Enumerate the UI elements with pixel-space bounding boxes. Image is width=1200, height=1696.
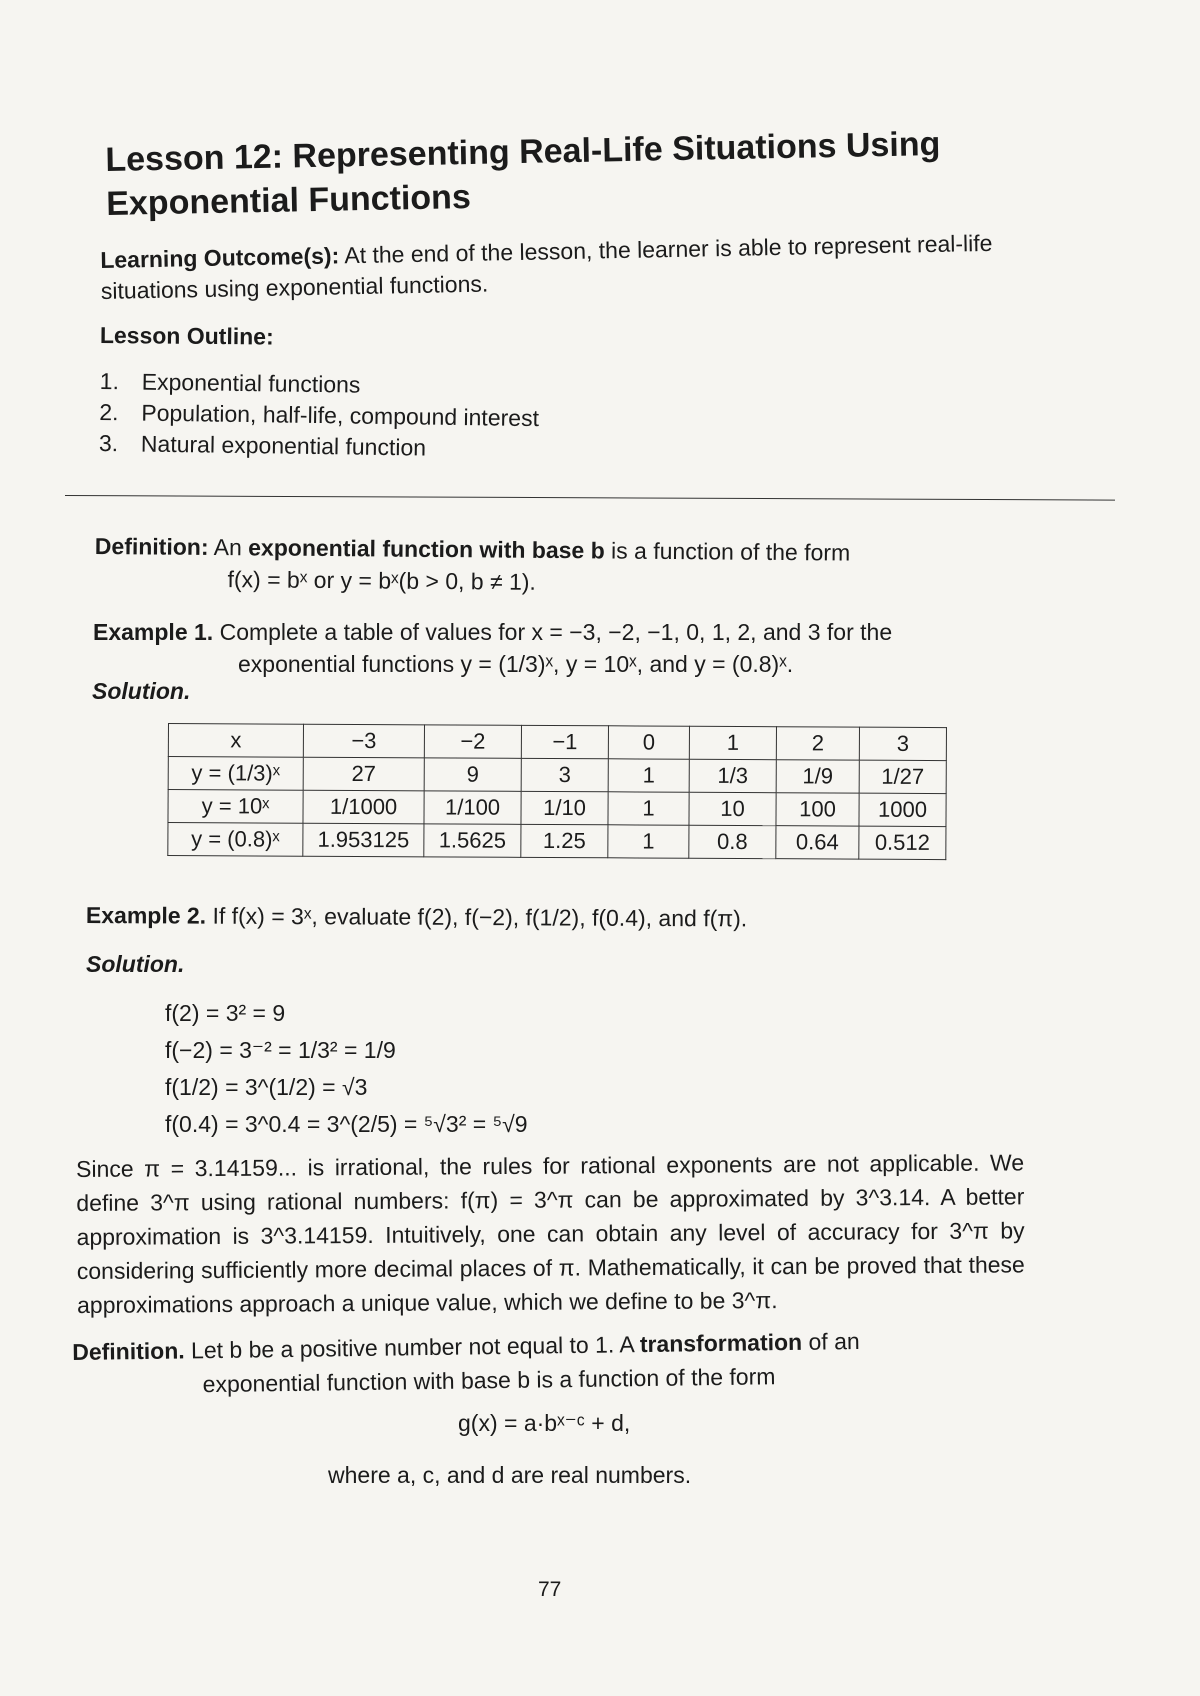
definition-transformation: Definition. Let b be a positive number not equal to 1. A transformation of an exponential function with base b is a function of the form — [72, 1328, 860, 1398]
solution-steps — [165, 995, 528, 1143]
learning-outcome-label: Learning Outcome(s): — [100, 242, 340, 273]
definition-term: transformation — [639, 1328, 803, 1358]
learning-outcome-text: At the end of the lesson, the learner is able to represent real-life situations using exponential functions. — [100, 229, 993, 304]
solution-step: f(−2) = 3⁻² = 1/3² = 1/9 — [165, 1037, 396, 1063]
table-row: y = (0.8)ˣ 1.953125 1.5625 1.25 1 0.8 0.64 0.512 — [168, 823, 946, 860]
page-number: 77 — [538, 1578, 562, 1601]
list-item: 3. Natural exponential function — [98, 429, 427, 461]
section-divider — [65, 495, 1115, 501]
example-1: Example 1. Complete a table of values for x = −3, −2, −1, 0, 1, 2, and 3 for the exponential functions y = (1/3)ˣ, y = 10ˣ, and y = (0.8)ˣ. — [93, 619, 893, 677]
lesson-outline-list — [99, 366, 540, 465]
explanation-paragraph: Since π = 3.14159... is irrational, the rules for rational exponents are not applicable. We define 3^π using rational numbers: f(π) = 3^π can be approximated by 3^3.14. A better approximation is 3^3.14159. Intuitively, one can obtain any level of accuracy for 3^π by considering sufficiently more decimal places of π. Mathematically, it can be proved that these approximations approach a unique value, which we define to be 3^π. — [76, 1149, 1025, 1318]
definition-label: Definition: — [94, 532, 209, 560]
table-row: y = 10ˣ 1/1000 1/100 1/10 1 10 100 1000 — [168, 790, 946, 827]
solution-step: f(1/2) = 3^(1/2) = √3 — [165, 1074, 368, 1100]
definition-label: Definition. — [72, 1337, 185, 1365]
lesson-title: Lesson 12: Representing Real-Life Situations Using Exponential Functions — [105, 124, 941, 223]
example-label: Example 1. — [93, 619, 214, 645]
list-item: 2. Population, half-life, compound interest — [99, 398, 540, 432]
list-item: 1. Exponential functions — [99, 367, 361, 398]
solution-label: Solution. — [92, 678, 191, 704]
learning-outcome — [100, 227, 1051, 307]
example-label: Example 2. — [85, 902, 207, 929]
table-row: y = (1/3)ˣ 27 9 3 1 1/3 1/9 1/27 — [168, 757, 946, 794]
formula-note: where a, c, and d are real numbers. — [328, 1462, 692, 1488]
solution-label: Solution. — [86, 951, 185, 977]
values-table — [167, 723, 947, 860]
definition-exponential: Definition: An exponential function with base b is a function of the form f(x) = bˣ or y = bˣ(b > 0, b ≠ 1). — [94, 530, 1095, 603]
solution-step: f(0.4) = 3^0.4 = 3^(2/5) = ⁵√3² = ⁵√9 — [165, 1111, 528, 1137]
example-2: Example 2. If f(x) = 3ˣ, evaluate f(2), f(−2), f(1/2), f(0.4), and f(π). — [85, 902, 748, 932]
transformation-formula: g(x) = a·bˣ⁻ᶜ + d, — [458, 1410, 631, 1436]
definition-term: exponential function with base b — [248, 534, 605, 564]
solution-step: f(2) = 3² = 9 — [165, 1000, 286, 1026]
table-row: x −3 −2 −1 0 1 2 3 — [168, 724, 946, 761]
outline-heading: Lesson Outline: — [99, 322, 274, 350]
definition-form: f(x) = bˣ or y = bˣ(b > 0, b ≠ 1). — [227, 566, 536, 595]
